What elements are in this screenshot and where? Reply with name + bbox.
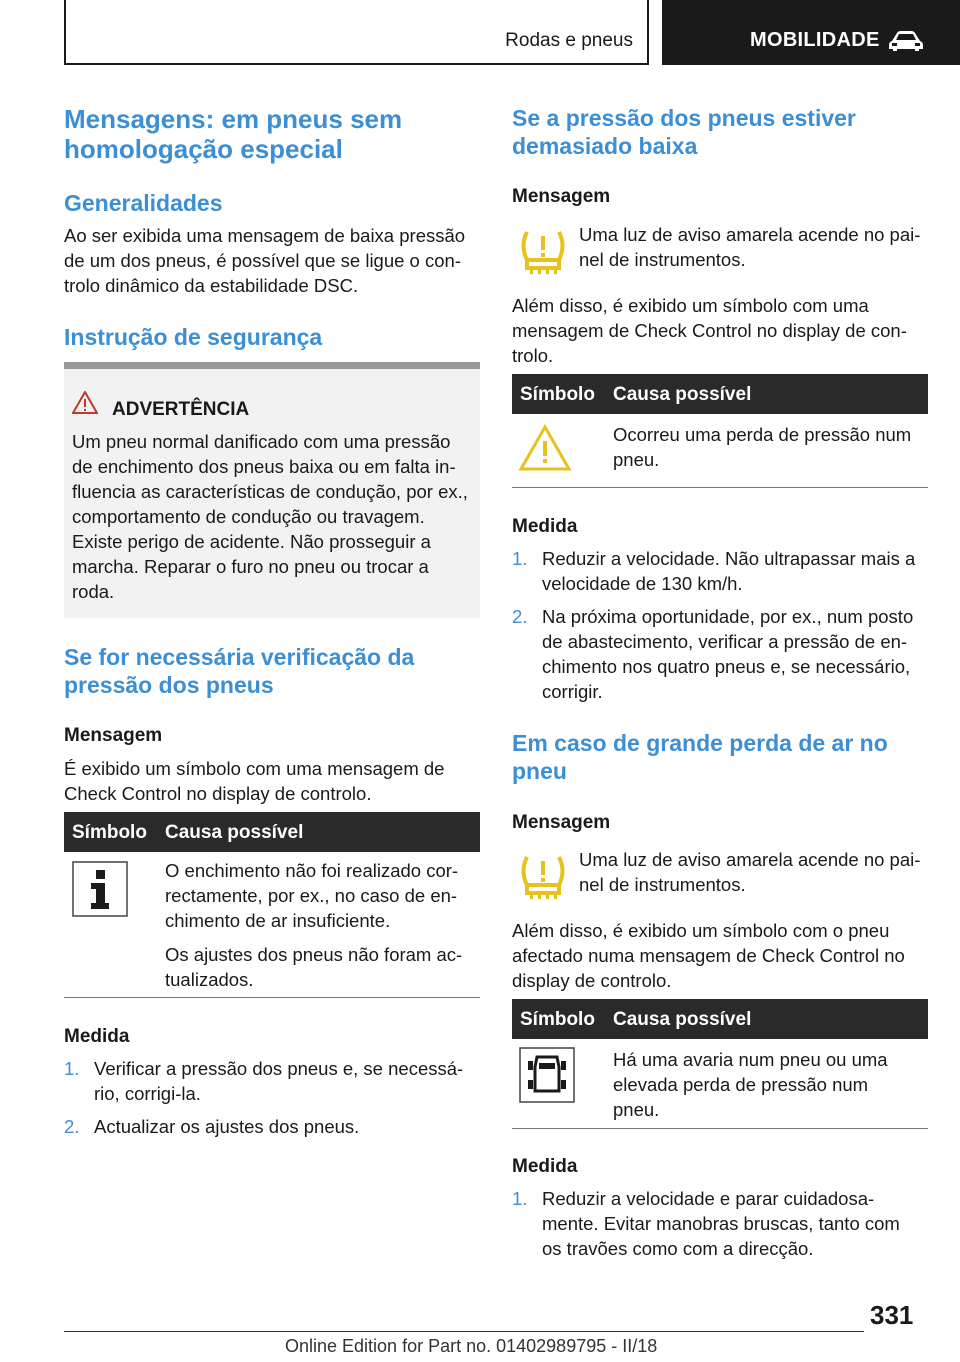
warning-triangle-yellow-icon bbox=[518, 424, 572, 472]
text-line: fluencia as características de condução, por ex., bbox=[72, 481, 468, 502]
table-divider bbox=[512, 487, 928, 488]
message-label: Mensagem bbox=[512, 186, 611, 207]
col-header-symbol: Símbolo bbox=[520, 1009, 595, 1030]
main-title-line-2: homologação especial bbox=[64, 134, 343, 164]
text-line: de abastecimento, verificar a pressão de en- bbox=[542, 631, 908, 652]
text-line: de um dos pneus, é possível que se ligue o con- bbox=[64, 250, 461, 271]
col-header-cause: Causa possível bbox=[613, 1009, 752, 1030]
step-number: 1. bbox=[512, 548, 528, 569]
text-line: pneu. bbox=[613, 449, 660, 470]
text-line: trolo dinâmico da estabilidade DSC. bbox=[64, 275, 359, 296]
header-section-box bbox=[64, 0, 649, 65]
text-line: Ocorreu uma perda de pressão num bbox=[613, 424, 912, 445]
text-line: rio, corrigi-la. bbox=[94, 1083, 201, 1104]
text-line: velocidade de 130 km/h. bbox=[542, 573, 743, 594]
car-icon bbox=[888, 29, 924, 53]
text-line: Há uma avaria num pneu ou uma bbox=[613, 1049, 888, 1070]
tire-pressure-lamp-icon bbox=[518, 853, 568, 901]
measure-label: Medida bbox=[512, 516, 578, 537]
text-line: Uma luz de aviso amarela acende no pai- bbox=[579, 224, 921, 245]
step-number: 2. bbox=[64, 1116, 80, 1137]
text-line: nel de instrumentos. bbox=[579, 874, 746, 895]
table-divider bbox=[64, 997, 480, 998]
message-label: Mensagem bbox=[512, 812, 611, 833]
heading-line: Se for necessária verificação da bbox=[64, 644, 415, 670]
message-text bbox=[64, 756, 444, 806]
check-pressure-heading bbox=[64, 643, 414, 699]
text-line: É exibido um símbolo com uma mensagem de bbox=[64, 758, 445, 779]
air-loss-heading bbox=[512, 729, 888, 785]
col-header-symbol: Símbolo bbox=[520, 384, 595, 405]
text-line: tualizados. bbox=[165, 969, 254, 990]
text-line: Além disso, é exibido um símbolo com o pneu bbox=[512, 920, 890, 941]
text-line: Além disso, é exibido um símbolo com uma bbox=[512, 295, 869, 316]
header-chapter-title: MOBILIDADE bbox=[750, 29, 880, 51]
text-line: corrigir. bbox=[542, 681, 603, 702]
also-text bbox=[512, 293, 907, 368]
footer-edition: Online Edition for Part no. 01402989795 - II/18 bbox=[285, 1336, 658, 1356]
text-line: Verificar a pressão dos pneus e, se necessá- bbox=[94, 1058, 464, 1079]
text-line: chimento nos quatro pneus e, se necessário, bbox=[542, 656, 911, 677]
col-header-cause: Causa possível bbox=[613, 384, 752, 405]
cause-text bbox=[613, 1047, 888, 1122]
text-line: Os ajustes dos pneus não foram ac- bbox=[165, 944, 463, 965]
text-line: de enchimento dos pneus baixa ou em falta in- bbox=[72, 456, 456, 477]
safety-heading: Instrução de segurança bbox=[64, 324, 323, 350]
warning-text bbox=[72, 429, 468, 604]
text-line: display de controlo. bbox=[512, 970, 672, 991]
text-line: Uma luz de aviso amarela acende no pai- bbox=[579, 849, 921, 870]
low-pressure-heading bbox=[512, 104, 856, 160]
heading-line: demasiado baixa bbox=[512, 133, 698, 159]
text-line: Check Control no display de controlo. bbox=[64, 783, 372, 804]
text-line: trolo. bbox=[512, 345, 554, 366]
lamp-text bbox=[579, 847, 920, 897]
step-text bbox=[542, 1186, 900, 1261]
text-line: pneu. bbox=[613, 1099, 660, 1120]
heading-line: Em caso de grande perda de ar no bbox=[512, 730, 888, 756]
text-line: Reduzir a velocidade. Não ultrapassar mais a bbox=[542, 548, 916, 569]
text-line: O enchimento não foi realizado cor- bbox=[165, 860, 459, 881]
step-number: 2. bbox=[512, 606, 528, 627]
step-text bbox=[94, 1056, 463, 1106]
header-section-title: Rodas e pneus bbox=[505, 30, 633, 51]
heading-line: pressão dos pneus bbox=[64, 672, 274, 698]
cause-text bbox=[613, 422, 911, 472]
message-label: Mensagem bbox=[64, 725, 163, 746]
cause-text-2 bbox=[165, 942, 462, 992]
page-number: 331 bbox=[870, 1300, 914, 1330]
step-text bbox=[94, 1114, 359, 1139]
heading-line: pneu bbox=[512, 758, 567, 784]
table-header bbox=[512, 999, 928, 1039]
table-header bbox=[512, 374, 928, 414]
cause-text-1 bbox=[165, 858, 458, 933]
table-divider bbox=[512, 1128, 928, 1129]
header-chapter-box bbox=[662, 0, 960, 65]
warning-box bbox=[64, 362, 480, 618]
step-text bbox=[542, 546, 915, 596]
text-line: roda. bbox=[72, 581, 115, 602]
info-icon bbox=[72, 861, 128, 917]
generalidades-text bbox=[64, 223, 465, 298]
generalidades-heading: Generalidades bbox=[64, 190, 223, 216]
table-header bbox=[64, 812, 480, 852]
text-line: Reduzir a velocidade e parar cuidadosa- bbox=[542, 1188, 875, 1209]
text-line: elevada perda de pressão num bbox=[613, 1074, 869, 1095]
car-tire-damage-icon bbox=[519, 1047, 575, 1103]
text-line: Actualizar os ajustes dos pneus. bbox=[94, 1116, 360, 1137]
col-header-symbol: Símbolo bbox=[72, 822, 147, 843]
warning-triangle-icon bbox=[72, 391, 98, 414]
warning-title: ADVERTÊNCIA bbox=[112, 399, 250, 420]
text-line: mente. Evitar manobras bruscas, tanto com bbox=[542, 1213, 900, 1234]
step-number: 1. bbox=[512, 1188, 528, 1209]
text-line: marcha. Reparar o furo no pneu ou trocar a bbox=[72, 556, 429, 577]
text-line: chimento de ar insuficiente. bbox=[165, 910, 391, 931]
page-header bbox=[0, 0, 960, 65]
text-line: Na próxima oportunidade, por ex., num posto bbox=[542, 606, 914, 627]
tire-pressure-lamp-icon bbox=[518, 228, 568, 276]
text-line: nel de instrumentos. bbox=[579, 249, 746, 270]
col-header-cause: Causa possível bbox=[165, 822, 304, 843]
text-line: afectado numa mensagem de Check Control no bbox=[512, 945, 905, 966]
main-title-line-1: Mensagens: em pneus sem bbox=[64, 104, 403, 134]
text-line: Um pneu normal danificado com uma pressão bbox=[72, 431, 451, 452]
text-line: Existe perigo de acidente. Não prosseguir a bbox=[72, 531, 431, 552]
heading-line: Se a pressão dos pneus estiver bbox=[512, 105, 856, 131]
text-line: Ao ser exibida uma mensagem de baixa pressão bbox=[64, 225, 466, 246]
main-title bbox=[64, 104, 402, 164]
footer-divider bbox=[64, 1331, 864, 1332]
text-line: os travões como com a direcção. bbox=[542, 1238, 814, 1259]
text-line: comportamento de condução ou travagem. bbox=[72, 506, 425, 527]
step-number: 1. bbox=[64, 1058, 80, 1079]
text-line: rectamente, por ex., no caso de en- bbox=[165, 885, 458, 906]
also-text bbox=[512, 918, 905, 993]
measure-label: Medida bbox=[512, 1156, 578, 1177]
text-line: mensagem de Check Control no display de con- bbox=[512, 320, 907, 341]
measure-label: Medida bbox=[64, 1026, 130, 1047]
lamp-text bbox=[579, 222, 920, 272]
step-text bbox=[542, 604, 913, 704]
